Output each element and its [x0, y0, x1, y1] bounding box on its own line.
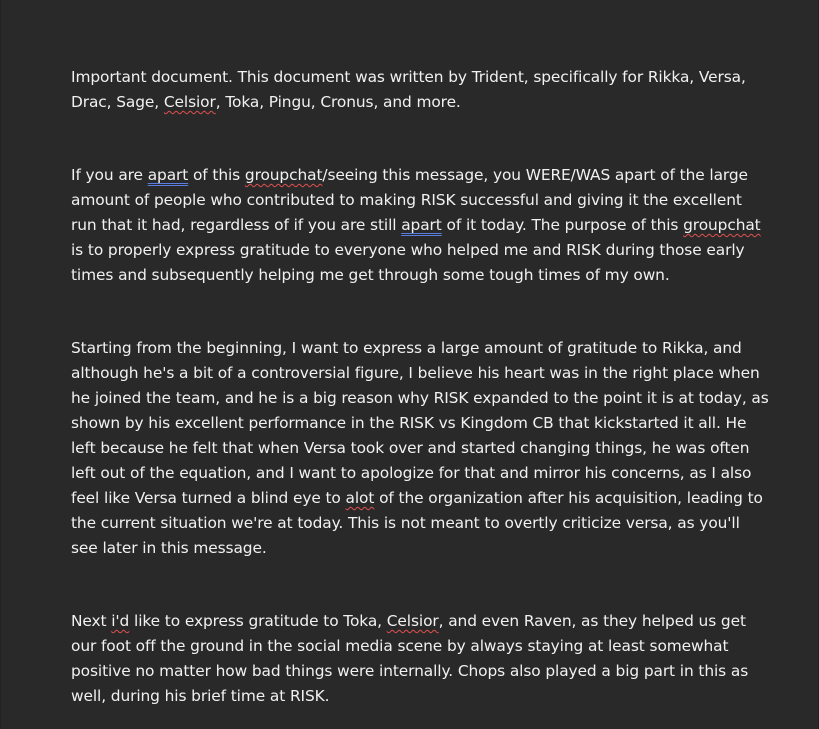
grammar-flag-word: apart [147, 166, 189, 184]
text-run: If you are [71, 166, 148, 184]
paragraph [71, 336, 771, 561]
spelling-error-word: alot [345, 489, 375, 507]
text-run: /seeing this message, you WERE/WAS apart of the large amount of people who contributed to making RISK successful and giving it the excellent run that it had, regardless of if you are still [71, 166, 748, 234]
spelling-error-word: i'd [111, 612, 130, 630]
paragraph [71, 163, 771, 288]
document-body[interactable] [71, 65, 771, 729]
text-run: Important document. This document was written by Trident, specifically for Rikka, Versa, Drac, Sage, [71, 68, 746, 111]
text-run: Starting from the beginning, I want to express a large amount of gratitude to Rikka, and although he's a bit of a controversial figure, I believe his heart was in the right place when he joined the team, and he is a big reason why RISK expanded to the point it is at today, as shown by his excellent performance in the RISK vs Kingdom CB that kickstarted it all. He left because he felt that when Versa took over and started changing things, he was often left out of the equation, and I want to apologize for that and mirror his concerns, as I also feel like Versa turned a blind eye to [71, 339, 769, 507]
spelling-error-word: Celsior [163, 93, 216, 111]
text-run: , and even Raven, as they helped us get our foot off the ground in the social media scene by always staying at least somewhat positive no matter how bad things were internally. Chops also played a big part in this as well, during his brief time at RISK. [71, 612, 749, 705]
paragraph [71, 65, 771, 115]
text-run: like to express gratitude to Toka, [129, 612, 387, 630]
text-run: Next [71, 612, 112, 630]
spelling-error-word: groupchat [244, 166, 323, 184]
text-run: of this [188, 166, 245, 184]
text-run: is to properly express gratitude to everyone who helped me and RISK during those early times and subsequently helping me get through some tough times of my own. [71, 241, 745, 284]
text-run: , Toka, Pingu, Cronus, and more. [215, 93, 461, 111]
text-run: of the organization after his acquisition, leading to the current situation we're at today. This is not meant to overtly criticize versa, as you'll see later in this message. [71, 489, 763, 557]
grammar-flag-word: apart [401, 216, 442, 234]
spelling-error-word: Celsior [386, 612, 439, 630]
spelling-error-word: groupchat [683, 216, 761, 234]
paragraph [71, 609, 771, 709]
text-run: of it today. The purpose of this [441, 216, 684, 234]
